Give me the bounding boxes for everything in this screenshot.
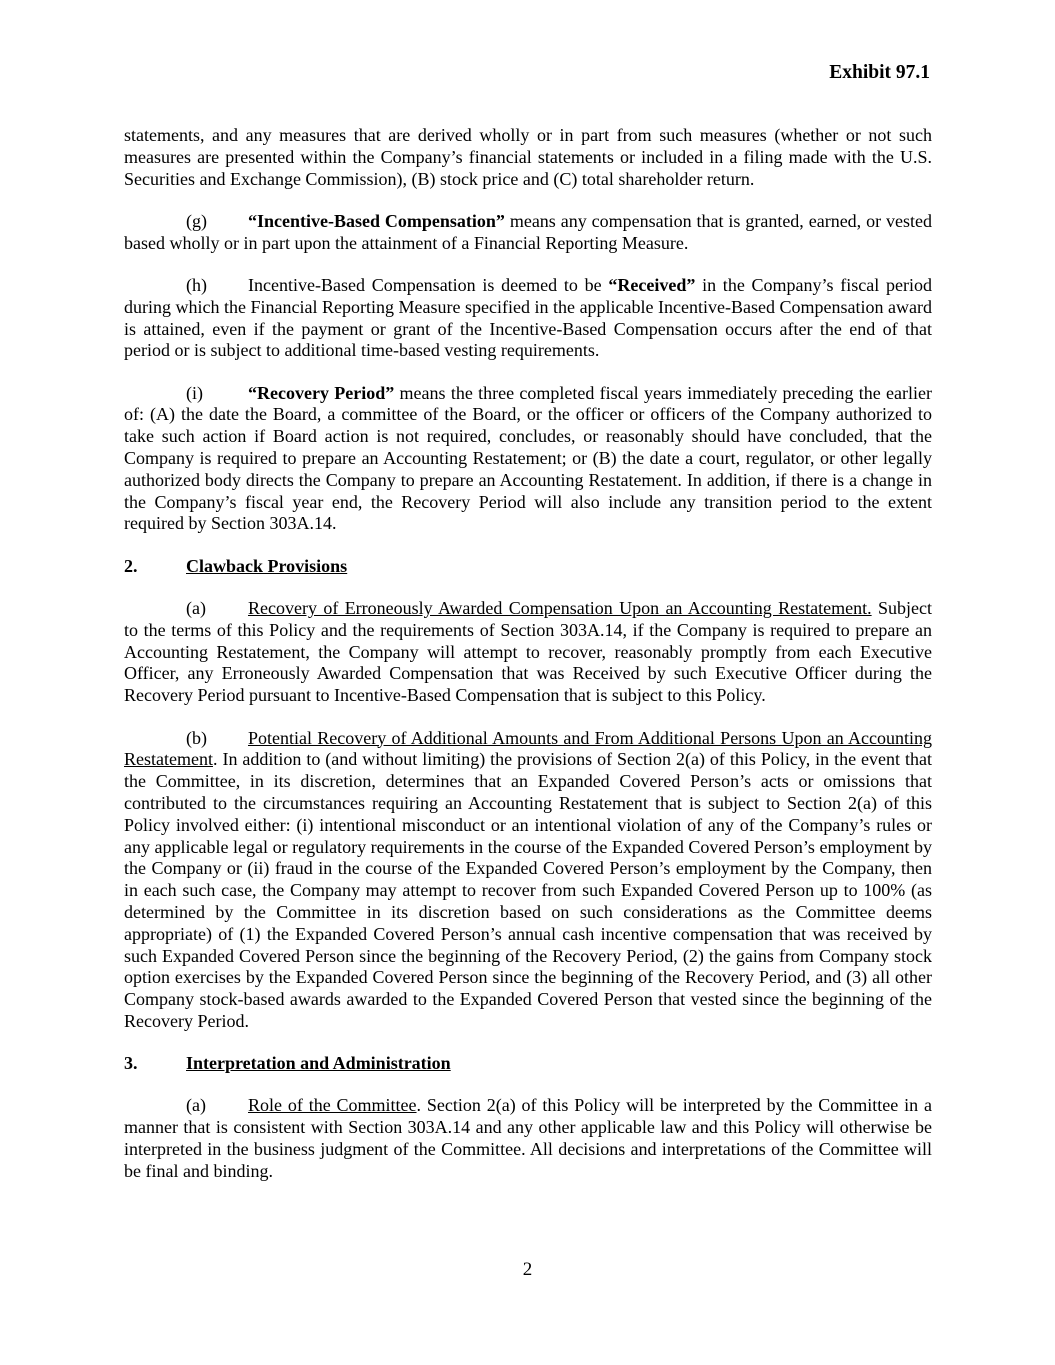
page-number: 2: [522, 1259, 533, 1280]
definition-i: [124, 383, 932, 536]
item-label: (b): [186, 727, 207, 748]
subsection-heading: Role of the Committee: [248, 1095, 417, 1116]
item-label: (g): [186, 210, 207, 231]
section-2b: [124, 728, 932, 1033]
definition-g: [124, 211, 932, 255]
subsection-heading: Recovery of Erroneously Awarded Compensation Upon an Accounting Restatement.: [248, 598, 872, 619]
section-2-heading: [124, 556, 932, 578]
defined-term: “Recovery Period”: [248, 382, 395, 403]
defined-term: “Incentive-Based Compensation”: [248, 210, 505, 231]
section-number: 3.: [124, 1053, 138, 1074]
item-label: (a): [186, 598, 206, 619]
subsection-heading: Potential Recovery of Additional Amounts and From Additional Persons Upon an Accounting Restatement: [124, 727, 932, 770]
section-title: Interpretation and Administration: [186, 1053, 451, 1074]
section-number: 2.: [124, 555, 138, 576]
definition-text: means any compensation that is granted, earned, or vested based wholly or in part upon the attainment of a Financial Reporting Measure.: [124, 210, 932, 253]
subsection-text: . In addition to (and without limiting) the provisions of Section 2(a) of this Policy, in the event that the Committee, in its discretion, determines that an Expanded Covered Person’s acts or omissions that contributed to the circumstances requiring an Accounting Restatement that is subject to Section 2(a) of this Policy involved either: (i) intentional misconduct or an intentional violation of any of the Company’s rules or any applicable legal or regulatory requirements in the course of the Expanded Covered Person’s employment by the Company or (ii) fraud in the course of the Expanded Covered Person’s employment by the Company, then in each such case, the Company may attempt to recover from such Expanded Covered Person up to 100% (as determined by the Committee in its discretion based on such considerations as the Committee deems appropriate) of (1) the Expanded Covered Person’s annual cash incentive compensation that was received by such Expanded Covered Person since the beginning of the Recovery Period, (2) the gains from Company stock option exercises by the Expanded Covered Person since the beginning of the Recovery Period, and (3) all other Company stock-based awards awarded to the Expanded Covered Person that vested since the beginning of the Recovery Period.: [124, 749, 932, 1031]
definition-text: in the Company’s fiscal period during which the Financial Reporting Measure specified in the applicable Incentive-Based Compensation award is attained, even if the payment or grant of the Incentive-Based Compensation occurs after the end of that period or is subject to additional time-based vesting requirements.: [124, 274, 932, 361]
definition-pretext: Incentive-Based Compensation is deemed to be: [248, 274, 609, 295]
definition-text: means the three completed fiscal years immediately preceding the earlier of: (A) the date the Board, a committee of the Board, or the officer or officers of the Company authorized to take such action if Board action is not required, concludes, or reasonably should have concluded, that the Company is required to prepare an Accounting Restatement; or (B) the date a court, regulator, or other legally authorized body directs the Company to prepare an Accounting Restatement. In addition, if there is a change in the Company’s fiscal year end, the Recovery Period will also include any transition period to the extent required by Section 303A.14.: [124, 382, 932, 534]
item-label: (a): [186, 1095, 206, 1116]
intro-paragraph: statements, and any measures that are derived wholly or in part from such measures (whether or not such measures are presented within the Company’s financial statements or included in a filing made with the U.S. Securities and Exchange Commission), (B) stock price and (C) total shareholder return.: [124, 125, 932, 189]
subsection-text: Subject to the terms of this Policy and the requirements of Section 303A.14, if the Company is required to prepare an Accounting Restatement, the Company will attempt to recover, reasonably promptly from each Executive Officer, any Erroneously Awarded Compensation that was Received by such Executive Officer during the Recovery Period pursuant to Incentive-Based Compensation that is subject to this Policy.: [124, 598, 932, 706]
subsection-text: . Section 2(a) of this Policy will be interpreted by the Committee in a manner that is consistent with Section 303A.14 and any other applicable law and this Policy will otherwise be interpreted in the business judgment of the Committee. All decisions and interpretations of the Committee will be final and binding.: [124, 1095, 932, 1181]
section-title: Clawback Provisions: [186, 555, 348, 576]
exhibit-label: Exhibit 97.1: [829, 62, 930, 83]
defined-term: “Received”: [608, 274, 696, 295]
item-label: (h): [186, 274, 207, 295]
section-3a: [124, 1095, 932, 1182]
section-3-heading: [124, 1053, 932, 1075]
definition-h: [124, 275, 932, 362]
section-2a: [124, 598, 932, 707]
item-label: (i): [186, 382, 203, 403]
document-body: [124, 125, 932, 1203]
